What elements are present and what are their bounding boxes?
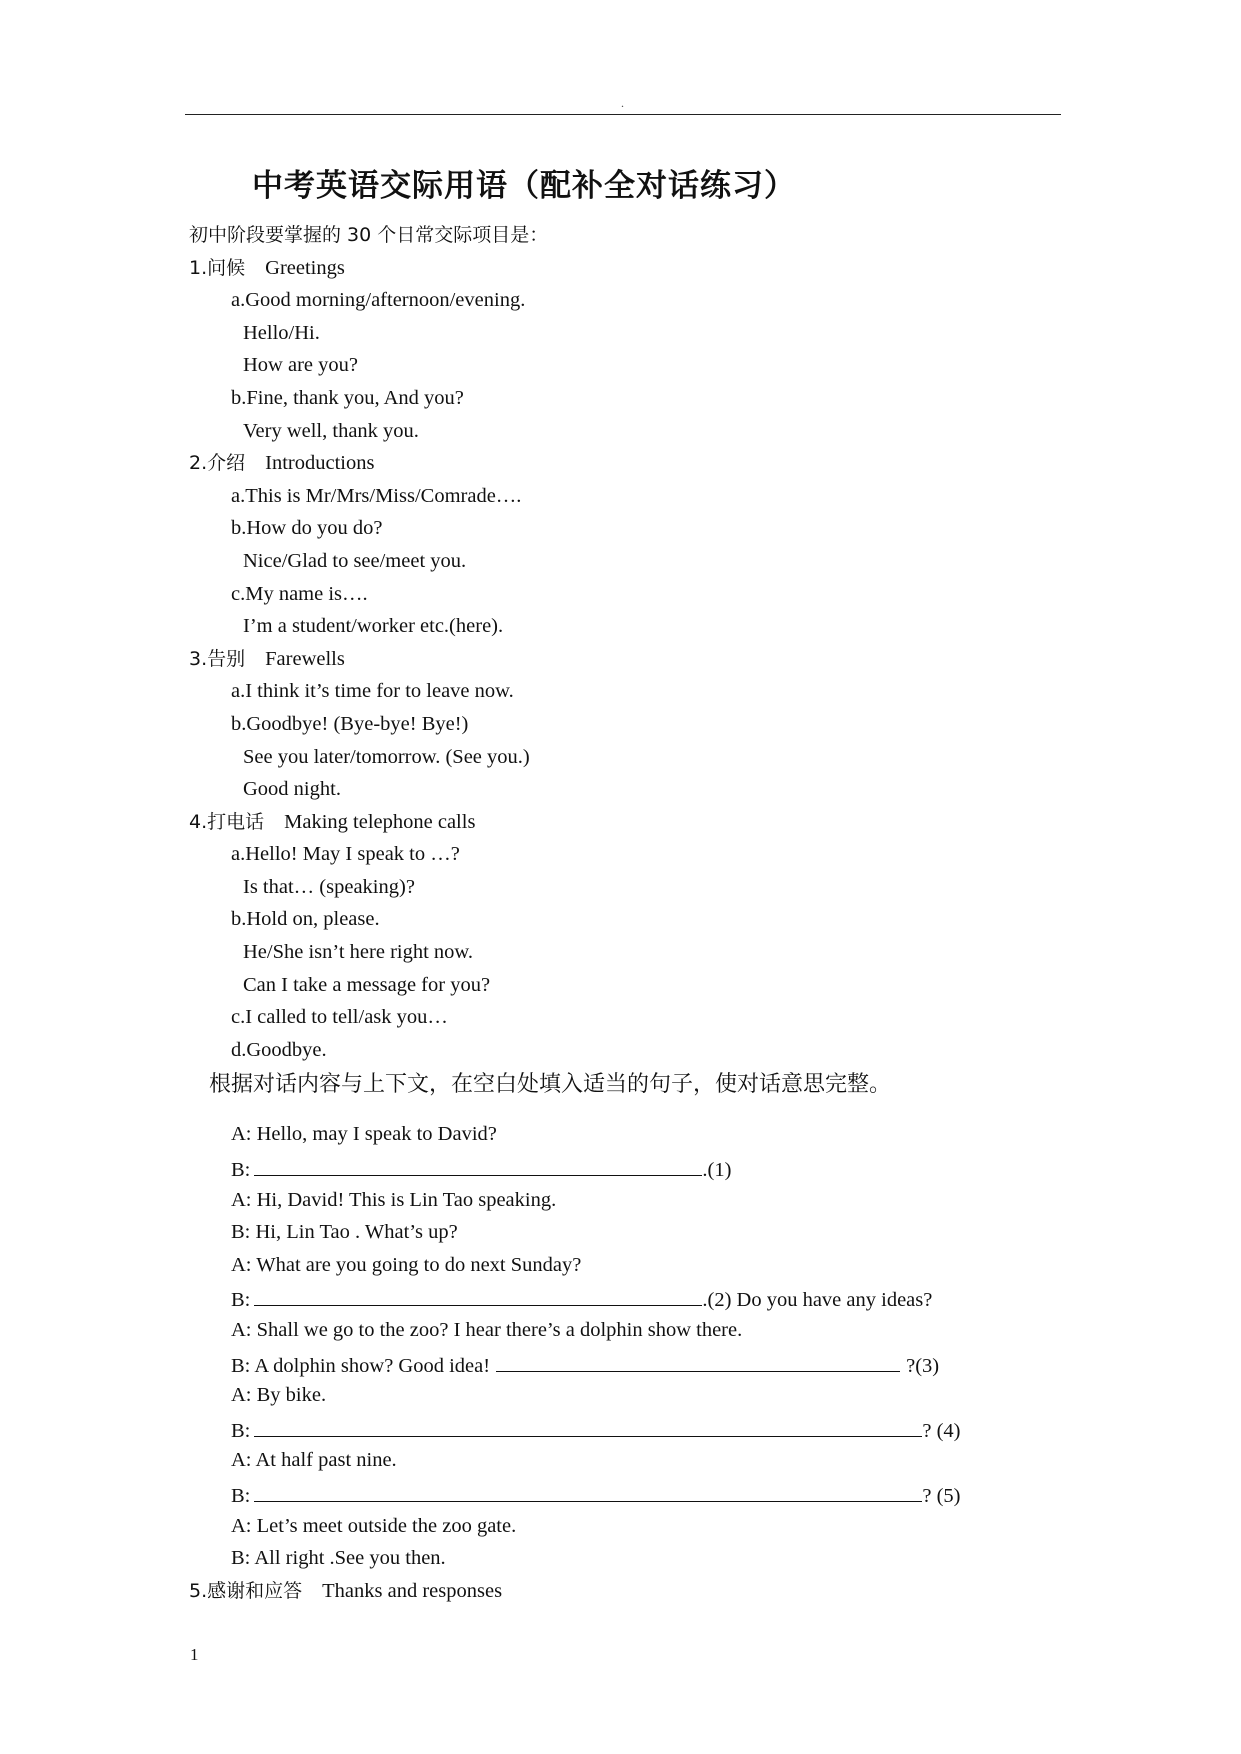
answer-blank-1[interactable] — [254, 1151, 702, 1176]
speaker-label: B: — [231, 1419, 251, 1442]
list-item: See you later/tomorrow. (See you.) — [243, 745, 530, 768]
section-number-label: 1.问候 — [189, 256, 246, 279]
speaker-label: B: — [231, 1289, 251, 1312]
list-item: I’m a student/worker etc.(here). — [243, 615, 504, 638]
section-english-label: Thanks and responses — [322, 1579, 503, 1602]
dialogue-line: A: At half past nine. — [231, 1449, 397, 1472]
speaker-label: B: — [231, 1484, 251, 1507]
list-item: a.This is Mr/Mrs/Miss/Comrade…. — [231, 484, 522, 507]
list-item: b.Hold on, please. — [231, 908, 380, 931]
dialogue-line: A: Hello, may I speak to David? — [231, 1123, 497, 1146]
blank-number: ? (5) — [922, 1484, 961, 1507]
list-item: Can I take a message for you? — [243, 973, 491, 996]
list-item: Is that… (speaking)? — [243, 875, 415, 898]
blank-number: .(2) Do you have any ideas? — [702, 1289, 933, 1312]
dialogue-line: A: What are you going to do next Sunday? — [231, 1253, 582, 1276]
list-item: Nice/Glad to see/meet you. — [243, 549, 467, 572]
section-number-label: 3.告别 — [189, 647, 246, 670]
section-english-label: Greetings — [265, 256, 345, 279]
intro-text: 初中阶段要掌握的 30 个日常交际项目是： — [189, 224, 549, 246]
list-item: Good night. — [243, 778, 341, 801]
dialogue-line: A: Let’s meet outside the zoo gate. — [231, 1514, 517, 1537]
section-heading-greetings — [189, 252, 1049, 285]
document-body — [189, 219, 1049, 1607]
header-rule — [185, 114, 1061, 115]
list-item: Hello/Hi. — [243, 321, 320, 344]
answer-blank-2[interactable] — [254, 1281, 702, 1306]
section-heading-introductions — [189, 447, 1049, 480]
exercise-instruction: 根据对话内容与上下文，在空白处填入适当的句子，使对话意思完整。 — [209, 1072, 892, 1098]
list-item: He/She isn’t here right now. — [243, 941, 474, 964]
dialogue-line-blank-5 — [189, 1477, 1049, 1510]
speaker-label: B: — [231, 1159, 251, 1182]
list-item: c.My name is…. — [231, 582, 368, 605]
dialogue-line-blank-2 — [189, 1281, 1049, 1314]
blank-number: ?(3) — [906, 1354, 940, 1377]
list-item: d.Goodbye. — [231, 1038, 327, 1061]
list-item: b.Fine, thank you, And you? — [231, 386, 464, 409]
page-number: 1 — [190, 1645, 199, 1664]
list-item: a.I think it’s time for to leave now. — [231, 680, 514, 703]
list-item: a.Hello! May I speak to …? — [231, 843, 460, 866]
speaker-label: B: A dolphin show? Good idea! — [231, 1354, 491, 1377]
list-item: Very well, thank you. — [243, 419, 419, 442]
section-number-label: 4.打电话 — [189, 810, 265, 833]
page-title: 中考英语交际用语（配补全对话练习） — [252, 168, 796, 204]
dialogue-line: A: Shall we go to the zoo? I hear there’s a dolphin show there. — [231, 1319, 743, 1341]
dialogue-line: B: Hi, Lin Tao . What’s up? — [231, 1221, 458, 1244]
section-english-label: Making telephone calls — [284, 810, 476, 833]
list-item: b.How do you do? — [231, 517, 383, 540]
section-number-label: 2.介绍 — [189, 452, 246, 475]
answer-blank-3[interactable] — [496, 1347, 900, 1372]
dialogue-line-blank-1 — [189, 1151, 1049, 1184]
section-heading-telephone — [189, 806, 1049, 839]
blank-number: ? (4) — [922, 1419, 961, 1442]
list-item: c.I called to tell/ask you… — [231, 1006, 448, 1029]
list-item: a.Good morning/afternoon/evening. — [231, 289, 526, 312]
dialogue-line: A: By bike. — [231, 1384, 327, 1407]
answer-blank-4[interactable] — [254, 1412, 922, 1437]
dialogue-line: A: Hi, David! This is Lin Tao speaking. — [231, 1188, 557, 1211]
section-number-label: 5.感谢和应答 — [189, 1579, 303, 1602]
dialogue-line-blank-4 — [189, 1412, 1049, 1445]
section-english-label: Farewells — [265, 647, 345, 670]
section-heading-farewells — [189, 643, 1049, 676]
list-item: How are you? — [243, 354, 358, 377]
answer-blank-5[interactable] — [254, 1477, 922, 1502]
section-english-label: Introductions — [265, 452, 375, 475]
list-item: b.Goodbye! (Bye-bye! Bye!) — [231, 712, 469, 735]
dialogue-line: B: All right .See you then. — [231, 1547, 446, 1570]
dialogue-line-blank-3 — [189, 1347, 1049, 1380]
section-heading-thanks — [189, 1575, 1049, 1608]
blank-number: .(1) — [702, 1159, 732, 1182]
header-dot: . — [621, 96, 624, 110]
